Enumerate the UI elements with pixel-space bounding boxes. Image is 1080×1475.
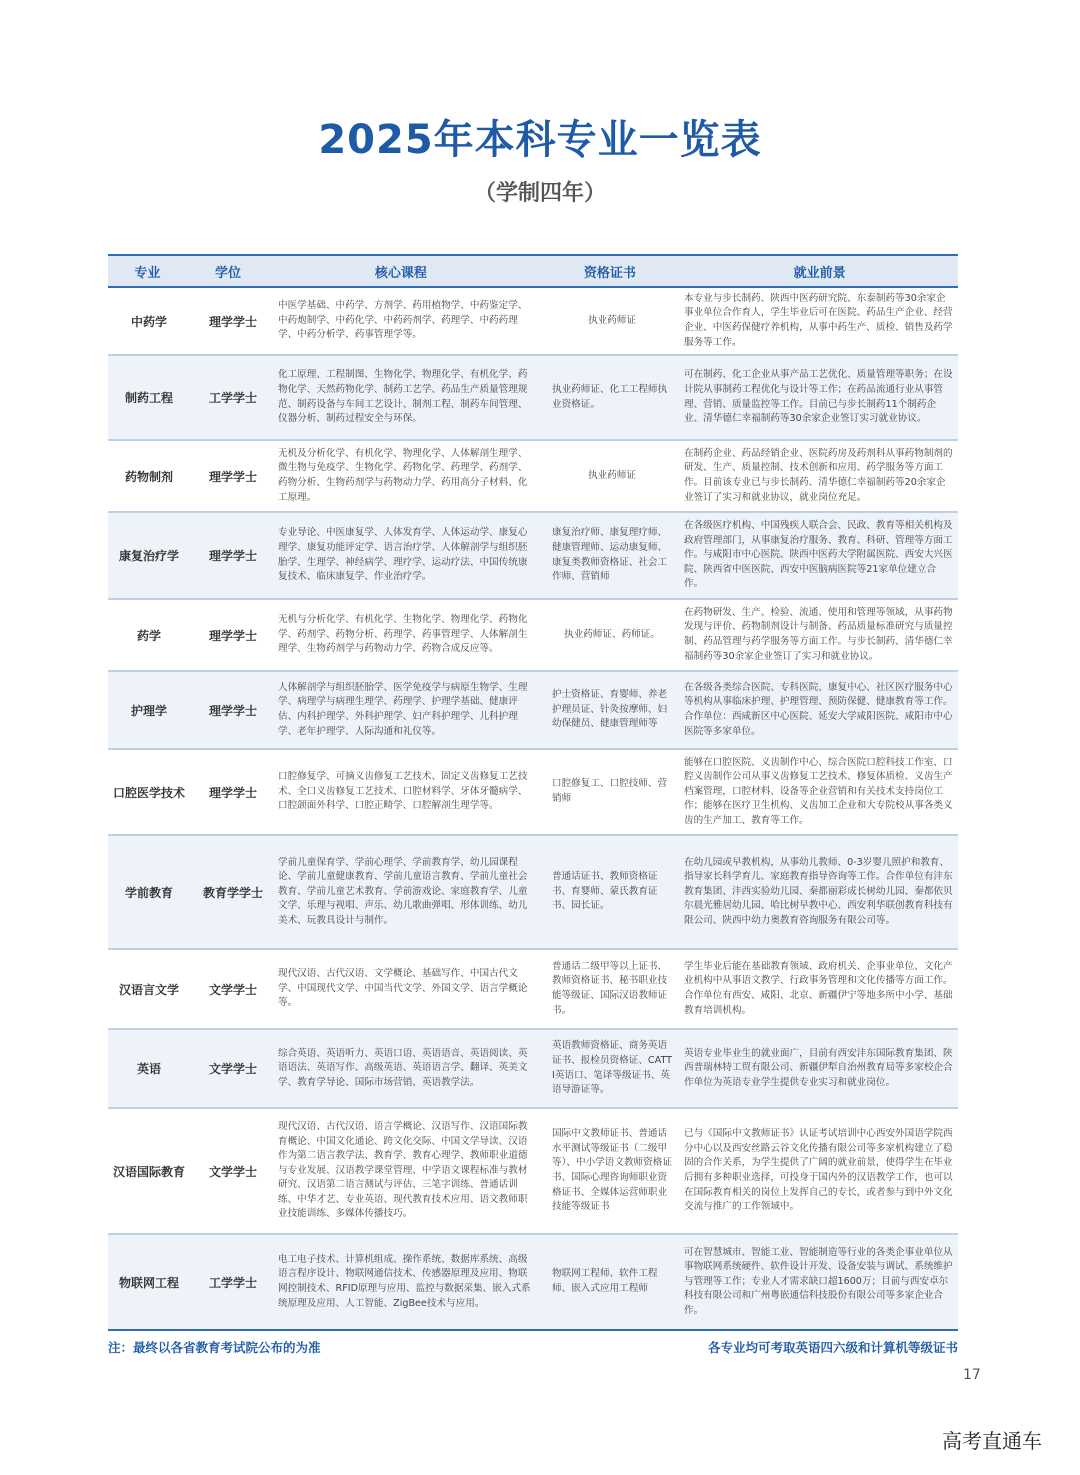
degree: 教育学学士	[202, 885, 263, 900]
major-name: 口腔医学技术	[112, 785, 185, 800]
header-major: 专业	[134, 265, 161, 281]
degree: 工学学士	[208, 391, 257, 405]
table-row	[108, 836, 958, 950]
table-row	[108, 441, 958, 513]
core-courses: 化工原理、工程制图、生物化学、物理化学、有机化学、药物化学、天然药物化学、制药工艺学、药品生产质量管理规范、制药设备与车间工艺设计、制剂工程、制药车间管理、仪器分析、制药过程安全与环保。	[278, 369, 528, 425]
degree: 理学学士	[208, 628, 257, 643]
degree: 文学学士	[208, 1062, 257, 1076]
certificates: 康复治疗师、康复理疗师、健康管理师、运动康复师、康复类教师资格证、社会工作师、营销师	[552, 527, 668, 583]
table-row	[108, 356, 958, 441]
degree: 理学学士	[208, 703, 257, 718]
certificates: 执业药师证、化工工程师执业资格证。	[552, 383, 668, 410]
table-row	[108, 513, 958, 600]
career-prospects: 可在制药、化工企业从事产品工艺优化、质量管理等职务；在设计院从事制药工程优化与设计等工作；在药品流通行业从事管理、营销、质量监控等工作。目前已与步长制药11个制药企业、清华德仁幸福制药等30余家企业签订实习就业协议。	[684, 369, 953, 425]
page-subtitle: （学制四年）	[473, 181, 606, 206]
career-prospects: 能够在口腔医院、义齿制作中心、综合医院口腔科技工作室、口腔义齿制作公司从事义齿修复工艺技术、修复体质检、义齿生产档案管理，口腔材料、设备等企业营销和有关技术支持岗位工作；能够在医疗卫生机构、义齿加工企业和大专院校从事各类义齿的生产加工、教育等工作。	[684, 756, 953, 826]
core-courses: 无机及分析化学、有机化学、物理化学、人体解剖生理学、微生物与免疫学、生物化学、药物化学、药理学、药剂学、药物分析、生物药剂学与药物动力学、药用高分子材料、化工原理。	[278, 447, 528, 503]
career-prospects: 可在智慧城市、智能工业、智能制造等行业的各类企事业单位从事物联网系统硬件、软件设计开发、设备安装与调试、系统维护与管理等工作；专业人才需求缺口超1600万；目前与西安卓尔科技有限公司和广州粤嵌通信科技股份有限公司等多家企业合作。	[684, 1246, 953, 1316]
table-row	[108, 1030, 958, 1109]
career-prospects: 在制药企业、药品经销企业、医院药房及药剂科从事药物制剂的研发、生产、质量控制、技术创新和应用、药学服务等方面工作。目前该专业已与步长制药、清华德仁幸福制药等20余家企业签订了实习和就业协议，就业岗位充足。	[684, 447, 953, 503]
page-number: 17	[963, 1367, 981, 1383]
major-name: 物联网工程	[118, 1275, 179, 1290]
major-name: 英语	[136, 1062, 161, 1076]
table-row	[108, 750, 958, 836]
header-courses: 核心课程	[374, 265, 427, 281]
core-courses: 现代汉语、古代汉语、语言学概论、汉语写作、汉语国际教育概论、中国文化通论、跨文化交际、中国文学导读、汉语作为第二语言教学法、教育学、教育心理学、教师职业道德与专业发展、汉语教学课堂管理、中学语文课程标准与教材研究、汉语第二语言测试与评估、三笔字训练、普通话训练、中华才艺、专业英语、现代教育技术应用、语文教师职业技能训练、多媒体传播技巧。	[278, 1120, 528, 1220]
core-courses: 学前儿童保育学、学前心理学、学前教育学、幼儿园课程论、学前儿童健康教育、学前儿童语言教育、学前儿童社会教育、学前儿童艺术教育、学前游戏论、家庭教育学、儿童文学、乐理与视唱、声乐、幼儿歌曲弹唱、形体训练、幼儿美术、玩教具设计与制作。	[278, 856, 528, 926]
watermark: 高考直通车	[942, 1429, 1042, 1453]
certificates: 执业药师证	[588, 314, 636, 326]
core-courses: 专业导论、中医康复学、人体发育学、人体运动学、康复心理学、康复功能评定学、语言治疗学、人体解剖学与组织胚胎学、生理学、神经病学、理疗学、运动疗法、中国传统康复技术、临床康复学、作业治疗学。	[278, 527, 528, 583]
certificates: 普通话二级甲等以上证书、教师资格证书、秘书职业技能等级证、国际汉语教师证书。	[552, 960, 668, 1016]
career-prospects: 本专业与步长制药、陕西中医药研究院、东泰制药等30余家企事业单位合作育人，学生毕业后可在医院、药品生产企业、经营企业、中医药保健疗养机构，从事中药生产、质检、销售及药学服务等工作。	[684, 292, 953, 348]
table-row	[108, 600, 958, 672]
degree: 理学学士	[208, 785, 257, 800]
table-row	[108, 288, 958, 356]
career-prospects: 在药物研发、生产、检验、流通、使用和管理等领域，从事药物发现与评价、药物制剂设计与制备、药品质量标准研究与质量控制、药品管理与药学服务等方面工作。与步长制药、清华德仁幸福制药等30余家企业签订了实习和就业协议。	[684, 606, 953, 662]
career-prospects: 英语专业毕业生的就业面广，目前有西安沣东国际教育集团、陕西普瑞林特工贸有限公司、新疆伊犁自治州教育局等多家校企合作单位为英语专业学生提供专业实习和就业岗位。	[684, 1047, 953, 1088]
major-name: 护理学	[130, 703, 167, 718]
degree: 工学学士	[208, 1275, 257, 1290]
major-name: 药学	[136, 628, 161, 643]
core-courses: 口腔修复学、可摘义齿修复工艺技术、固定义齿修复工艺技术、全口义齿修复工艺技术、口腔材料学、牙体牙髓病学、口腔颌面外科学、口腔正畸学、口腔解剖生理学等。	[278, 771, 528, 812]
core-courses: 无机与分析化学、有机化学、生物化学、物理化学、药物化学、药剂学、药物分析、药理学、药事管理学、人体解剖生理学、生物药剂学与药物动力学、药物合成反应等。	[278, 614, 528, 655]
core-courses: 中医学基础、中药学、方剂学、药用植物学、中药鉴定学、中药炮制学、中药化学、中药药剂学、药理学、中药药理学、中药分析学、药事管理学等。	[278, 300, 528, 341]
header-certificates: 资格证书	[583, 265, 636, 281]
header-degree: 学位	[214, 265, 241, 281]
major-name: 中药学	[130, 314, 167, 329]
major-name: 汉语言文学	[118, 982, 179, 997]
career-prospects: 在各级各类综合医院、专科医院、康复中心、社区医疗服务中心等机构从事临床护理、护理管理、预防保健、健康教育等工作。合作单位：西咸新区中心医院、延安大学咸阳医院、咸阳市中心医院等多家单位。	[684, 681, 953, 737]
page-title: 2025年本科专业一览表	[318, 117, 762, 163]
certificates: 国际中文教师证书、普通话水平测试等级证书（二级甲等）、中小学语文教师资格证书、国际心理咨询师职业资格证书、全媒体运营师职业技能等级证书	[552, 1128, 672, 1213]
table-row	[108, 1235, 958, 1331]
certificates: 执业药师证、药师证。	[564, 628, 660, 640]
core-courses: 人体解剖学与组织胚胎学、医学免疫学与病原生物学、生理学、病理学与病理生理学、药理学、护理学基础、健康评估、内科护理学、外科护理学、妇产科护理学、儿科护理学、老年护理学、人际沟通和礼仪等。	[278, 681, 528, 737]
major-name: 制药工程	[124, 391, 173, 405]
core-courses: 综合英语、英语听力、英语口语、英语语音、英语阅读、英语语法、英语写作、高级英语、英语语言学、翻译、英美文学、教育学导论、国际市场营销、英语教学法。	[278, 1047, 528, 1088]
table-header	[108, 254, 958, 288]
header-career: 就业前景	[793, 265, 846, 281]
core-courses: 电工电子技术、计算机组成、操作系统、数据库系统、高级语言程序设计、物联网通信技术、传感器原理及应用、物联网控制技术、RFID原理与应用、监控与数据采集、嵌入式系统原理及应用、人工智能、ZigBee技术与应用。	[278, 1253, 531, 1309]
career-prospects: 学生毕业后能在基础教育领域、政府机关、企事业单位、文化产业机构中从事语文教学、行政事务管理和文化传播等方面工作。合作单位有西安、咸阳、北京、新疆伊宁等地多所中小学、基础教育培训机构。	[684, 960, 953, 1016]
core-courses: 现代汉语、古代汉语、文学概论、基础写作、中国古代文学、中国现代文学、中国当代文学、外国文学、语言学概论等。	[278, 968, 528, 1009]
certificates: 物联网工程师、软件工程师、嵌入式应用工程师	[552, 1268, 658, 1294]
majors-table	[108, 254, 958, 1331]
certificate-note: 各专业均可考取英语四六级和计算机等级证书	[707, 1340, 958, 1355]
degree: 理学学士	[208, 469, 257, 484]
major-name: 药物制剂	[124, 469, 173, 484]
career-prospects: 在幼儿园或早教机构，从事幼儿教师、0-3岁婴儿照护和教育、指导家长科学育儿、家庭教育指导咨询等工作。合作单位有沣东教育集团、沣西实验幼儿园、秦都丽彩成长树幼儿园、秦都依贝尔晨光雅居幼儿园、哈比树早教中心、西安利华联创教育科技有限公司、陕西中幼力奥教育咨询服务有限公司等。	[684, 856, 953, 926]
certificates: 英语教师资格证、商务英语证书、报检员资格证、CATTI英语口、笔译等级证书、英语导游证等。	[552, 1040, 673, 1096]
career-prospects: 已与《国际中文教师证书》认证考试培训中心西安外国语学院西分中心以及西安丝路云谷文化传播有限公司等多家机构建立了稳固的合作关系，为学生提供了广阔的就业前景，使得学生在毕业后拥有多种职业选择，可投身于国内外的汉语教学工作，也可以在国际教育相关的岗位上发挥自己的专长，或者参与到中外文化交流与推广的工作领域中。	[684, 1128, 953, 1213]
degree: 文学学士	[208, 1164, 257, 1179]
degree: 理学学士	[208, 314, 257, 329]
table-row	[108, 672, 958, 750]
certificates: 普通话证书、教师资格证书、育婴师、蒙氏教育证书、园长证。	[552, 871, 658, 912]
table-row	[108, 1109, 958, 1235]
major-name: 康复治疗学	[118, 549, 179, 563]
career-prospects: 在各级医疗机构、中国残疾人联合会、民政、教育等相关机构及政府管理部门，从事康复治疗服务、教育、科研、管理等方面工作。与咸阳市中心医院、陕西中医药大学附属医院、西安大兴医院、陕西省中医医院、西安中医脑病医院等21家单位建立合作。	[684, 520, 953, 590]
major-name: 学前教育	[124, 885, 173, 900]
degree: 理学学士	[208, 549, 257, 563]
degree: 文学学士	[208, 982, 257, 997]
major-name: 汉语国际教育	[112, 1164, 185, 1179]
footnote: 注：最终以各省教育考试院公布的为准	[108, 1340, 321, 1355]
certificates: 执业药师证	[588, 469, 636, 481]
table-row	[108, 950, 958, 1030]
certificates: 护士资格证、育婴师、养老护理员证、针灸按摩师、妇幼保健员、健康管理师等	[552, 689, 668, 730]
certificates: 口腔修复工、口腔技师、营销师	[552, 778, 668, 804]
